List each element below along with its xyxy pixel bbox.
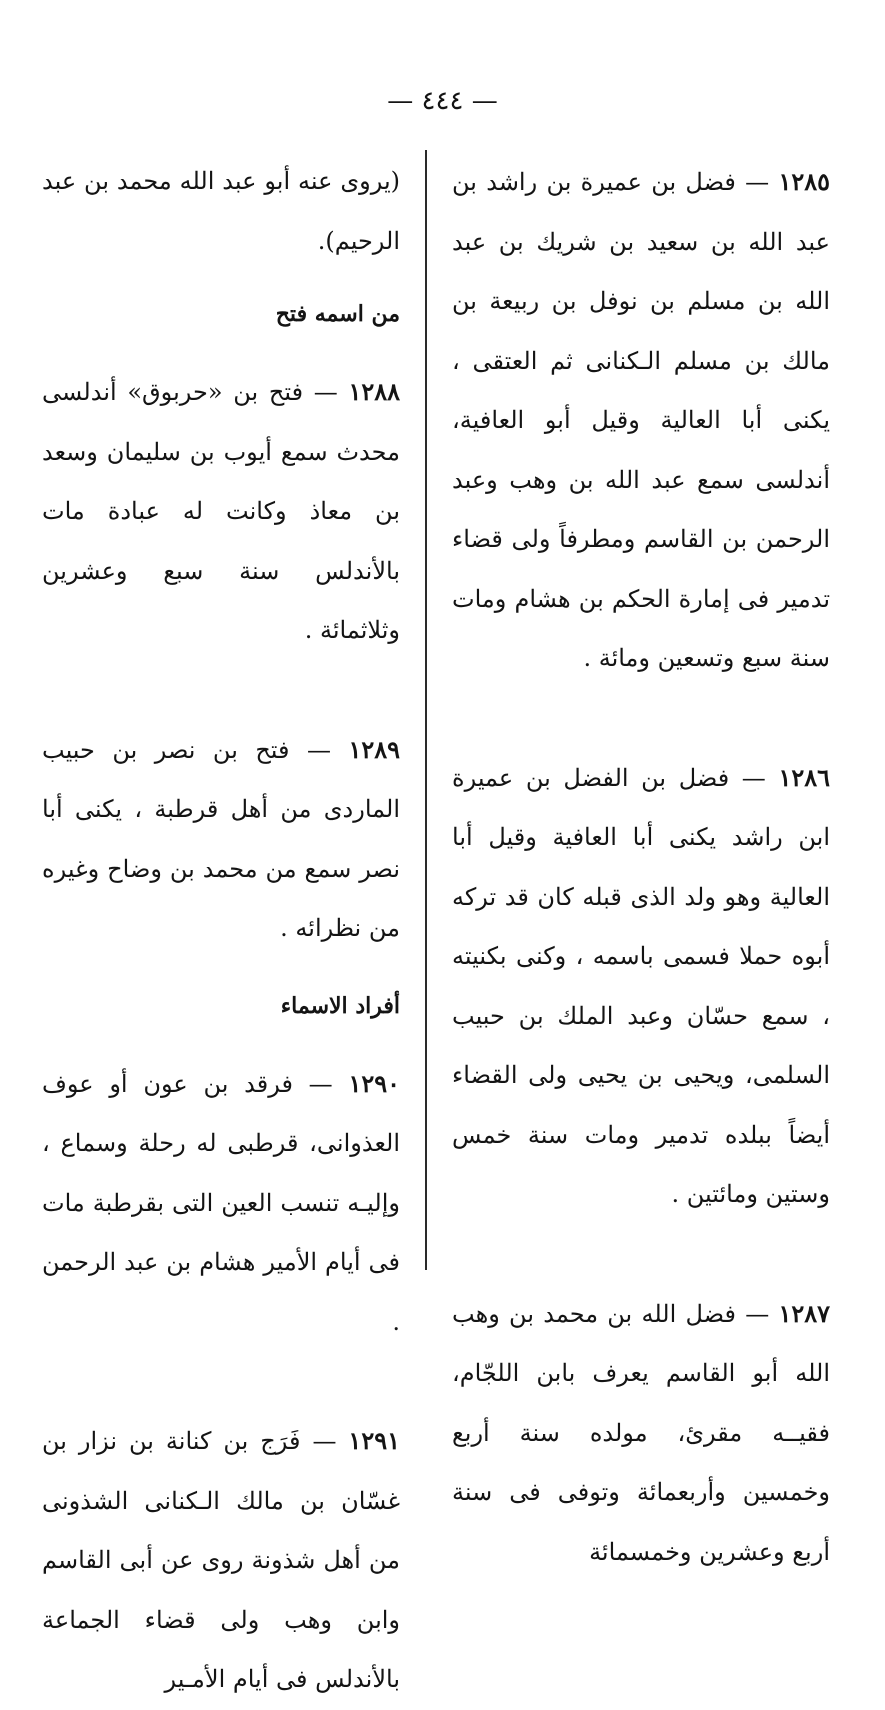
entry-number: ١٢٩١ xyxy=(348,1426,400,1455)
entry-1286 xyxy=(452,748,830,1225)
entry-text: — فرقد بن عون أو عوف العذوانى، قرطبى له رحلة وسماع ، وإليـه تنسب العين التى بقرطبة مات فى أيام الأمير هشام بن عبد الرحمن . xyxy=(42,1069,400,1336)
entry-text: — فتح بن «حربوق» أندلسى محدث سمع أيوب بن سليمان وسعد بن معاذ وكانت له عبادة مات بالأندلس سنة سبع وعشرين وثلاثمائة . xyxy=(42,378,400,644)
entry-1288 xyxy=(42,362,400,661)
entry-1289 xyxy=(42,720,400,959)
section-heading-afrad: أفراد الاسماء xyxy=(280,992,400,1019)
entry-text: — فتح بن نصر بن حبيب الماردى من أهل قرطبة ، يكنى أبا نصر سمع من محمد بن وضاح وغيره من نظرائه . xyxy=(42,735,400,942)
column-divider xyxy=(425,150,427,1270)
entry-1290 xyxy=(42,1054,400,1353)
entry-1285 xyxy=(452,152,830,689)
entry-text: — فضل بن عميرة بن راشد بن عبد الله بن سعيد بن شريك بن عبد الله بن مسلم بن نوفل بن ربيعة بن مالك بن مسلم الـكنانى ثم العتقى ، يكنى أبا العالية وقيل أبو العافية، أندلسى سمع عبد الله بن وهب وعبد الرحمن بن القاسم ومطرفاً ولى قضاء تدمير فى إمارة الحكم بن هشام ومات سنة سبع وتسعين ومائة . xyxy=(452,168,830,672)
right-column xyxy=(452,152,830,1582)
entry-text: — فضل بن الفضل بن عميرة ابن راشد يكنى أبا العافية وقيل أبا العالية وهو ولد الذى قبله كان قد تركه أبوه حملا فسمى باسمه ، وكنى بكنيته ، سمع حسّان وعبد الملك بن حبيب السلمى، ويحيى بن يحيى ولى القضاء أيضاً ببلده تدمير ومات سنة خمس وستين ومائتين . xyxy=(452,763,830,1208)
entry-number: ١٢٨٨ xyxy=(348,377,400,406)
continuation-line: (يروى عنه أبو عبد الله محمد بن عبد الرحيم). xyxy=(42,167,400,255)
left-column xyxy=(42,152,400,1710)
entry-text: — فضل الله بن محمد بن وهب الله أبو القاسم يعرف بابن اللجّام، فقيــه مقرئ، مولده سنة أربع وخمسين وأربعمائة وتوفى فى سنة أربع وعشرين وخمسمائة xyxy=(452,1299,830,1566)
entry-number: ١٢٨٥ xyxy=(778,167,830,196)
entry-number: ١٢٨٦ xyxy=(778,762,830,792)
entry-text: — فَرَج بن كنانة بن نزار بن غسّان بن مالك الـكنانى الشذونى من أهل شذونة روى عن أبى القاسم وابن وهب ولى قضاء الجماعة بالأندلس فى أيام الأمـير xyxy=(42,1427,400,1693)
entry-number: ١٢٩٠ xyxy=(348,1068,400,1098)
entry-number: ١٢٨٩ xyxy=(348,734,400,764)
entry-1291 xyxy=(42,1411,400,1710)
section-heading-fath: من اسمه فتح xyxy=(275,301,400,327)
page-number: — ٤٤٤ — xyxy=(387,86,498,116)
entry-number: ١٢٨٧ xyxy=(778,1298,830,1328)
entry-1287 xyxy=(452,1284,830,1583)
